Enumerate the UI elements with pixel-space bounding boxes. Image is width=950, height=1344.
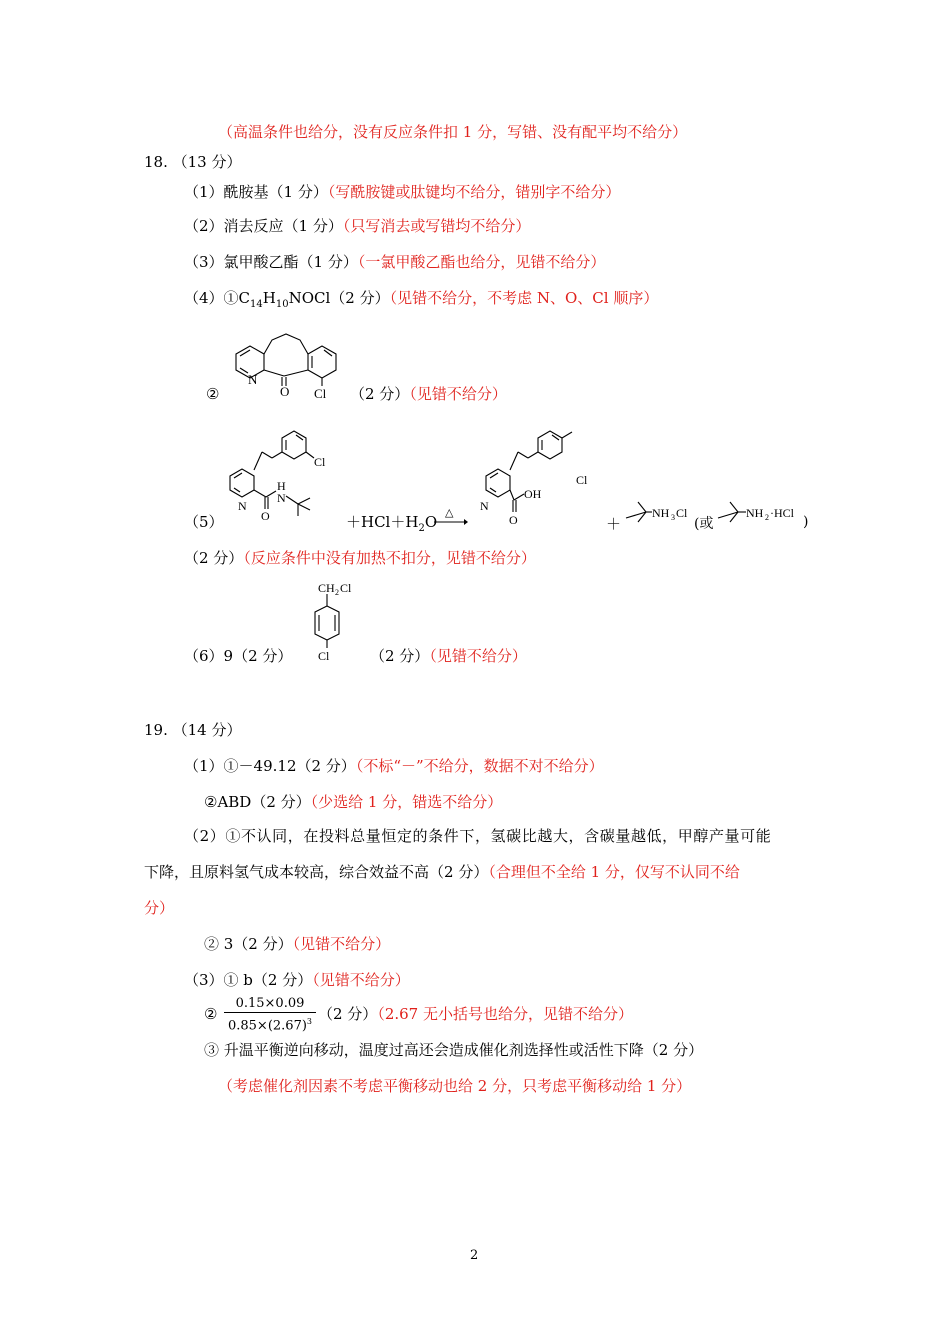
fraction-denominator xyxy=(224,1012,316,1035)
nh2-sub: 2 xyxy=(765,513,769,522)
q19-part3a-note: （见错不给分） xyxy=(312,971,410,989)
h-label: H xyxy=(277,479,286,493)
q19-part3a-answer: （3）① b（2 分） xyxy=(184,971,313,989)
q18-part3 xyxy=(184,252,605,272)
q18-part1-answer: （1）酰胺基（1 分） xyxy=(184,183,328,201)
nh3-sub: 3 xyxy=(671,513,675,522)
tbutylamine-salts xyxy=(622,498,814,532)
q18-part4b-score xyxy=(350,384,507,404)
q19-part3b-marker: ② xyxy=(204,1005,218,1023)
q18-header: 18. （13 分） xyxy=(144,153,242,171)
ch2-sub: 2 xyxy=(335,588,339,597)
q18-part6-note: （见错不给分） xyxy=(429,647,527,665)
ch2-label: CH xyxy=(318,581,335,595)
nh3-label: NH xyxy=(652,506,670,520)
q19-part3c: ③ 升温平衡逆向移动，温度过高还会造成催化剂选择性或活性下降（2 分） xyxy=(204,1041,704,1059)
q18-part4b-note: （见错不给分） xyxy=(409,385,507,403)
q17-grading-note: （高温条件也给分，没有反应条件扣 1 分，写错、没有配平均不给分） xyxy=(218,123,688,141)
cl-label: Cl xyxy=(318,649,330,663)
cl-label: Cl xyxy=(314,386,327,401)
o-label: O xyxy=(509,513,518,527)
q18-part2-note: （只写消去或写错均不给分） xyxy=(342,217,531,235)
q18-part4-note: （见错不给分，不考虑 N、O、Cl 顺序） xyxy=(389,289,659,307)
q18-part4-formula xyxy=(184,288,658,315)
o-label: O xyxy=(280,384,290,399)
q18-part3-note: （一氯甲酸乙酯也给分，见错不给分） xyxy=(357,253,606,271)
n-label: N xyxy=(238,499,247,513)
tricyclic-ketone-structure xyxy=(226,322,346,402)
delta-label: △ xyxy=(445,507,454,519)
n-label: N xyxy=(248,372,258,387)
q19-part2a-line2 xyxy=(144,862,740,882)
alt-open: (或 xyxy=(694,516,714,532)
chlorobenzyl-chloride-structure xyxy=(300,578,370,668)
hcl-label: ·HCl xyxy=(770,506,794,520)
n-label: N xyxy=(480,499,489,513)
q18-part5-note: （反应条件中没有加热不扣分，见错不给分） xyxy=(243,549,536,567)
q19-part1a-note: （不标“－”不给分，数据不对不给分） xyxy=(355,757,604,775)
formula-prefix: （4）①C xyxy=(184,289,251,307)
q18-part1-note: （写酰胺键或肽键均不给分，错别字不给分） xyxy=(327,183,621,201)
q18-part5-label: （5） xyxy=(184,513,224,531)
q19-part3b-note: （2.67 无小括号也给分，见错不给分） xyxy=(377,1005,633,1023)
score: （2 分） xyxy=(350,385,410,403)
q18-part4-marker: ② xyxy=(206,385,220,403)
q19-part1b-answer: ②ABD（2 分） xyxy=(204,793,311,811)
q19-part2a-line1: （2）①不认同，在投料总量恒定的条件下，氢碳比越大，含碳量越低，甲醇产量可能 xyxy=(184,827,772,845)
q19-part3a xyxy=(184,970,410,990)
q18-part1 xyxy=(184,182,620,202)
q19-part1a xyxy=(184,756,604,776)
formula-h: H xyxy=(262,289,276,307)
q19-part2a-answer: 下降，且原料氢气成本较高，综合效益不高（2 分） xyxy=(144,863,489,881)
q19-part2b xyxy=(204,934,390,954)
score: （2 分） xyxy=(184,549,244,567)
amide-n-label: N xyxy=(277,491,286,505)
formula-h-sub: 10 xyxy=(275,299,289,310)
denominator-exponent: 3 xyxy=(306,1017,313,1026)
q19-part2a-note: （合理但不全给 1 分，仅写不认同不给 xyxy=(488,863,740,881)
q19-part1b xyxy=(204,792,502,812)
ch2-cl-label: Cl xyxy=(340,581,352,595)
equilibrium-fraction xyxy=(224,996,316,1035)
h2o-o: O xyxy=(424,513,438,531)
q18-part5-score xyxy=(184,548,536,568)
q19-part2b-answer: ② 3（2 分） xyxy=(204,935,293,953)
alt-close: ) xyxy=(803,514,809,530)
q18-part6-answer: （6）9（2 分） xyxy=(184,647,293,665)
cl-label: Cl xyxy=(314,455,326,469)
score: （2 分） xyxy=(370,647,430,665)
oh-label: OH xyxy=(524,487,542,501)
acid-product-structure xyxy=(466,418,606,528)
q18-part2 xyxy=(184,216,530,236)
formula-rest: NOCl（2 分） xyxy=(288,289,390,307)
o-label: O xyxy=(261,509,270,523)
cl2-label: Cl xyxy=(676,506,688,520)
plus-sign: ＋ xyxy=(606,515,622,533)
q18-part2-answer: （2）消去反应（1 分） xyxy=(184,217,343,235)
q19-part2a-note-cont: 分） xyxy=(144,899,175,917)
q19-header: 19. （14 分） xyxy=(144,721,242,739)
q19-part1b-note: （少选给 1 分，错选不给分） xyxy=(310,793,503,811)
cl-label: Cl xyxy=(576,473,588,487)
q18-part6-score xyxy=(370,646,527,666)
q19-part2b-note: （见错不给分） xyxy=(292,935,391,953)
reaction-middle xyxy=(346,512,437,539)
denominator-text: 0.85×(2.67) xyxy=(227,1018,307,1034)
q19-part3d-note: （考虑催化剂因素不考虑平衡移动也给 2 分，只考虑平衡移动给 1 分） xyxy=(218,1077,692,1095)
h2o-sub: 2 xyxy=(418,523,425,534)
q19-part1a-answer: （1）①－49.12（2 分） xyxy=(184,757,356,775)
q18-part3-answer: （3）氯甲酸乙酯（1 分） xyxy=(184,253,358,271)
heat-arrow xyxy=(434,504,468,530)
plus-hcl-h: ＋HCl＋H xyxy=(346,513,419,531)
nh2-label: NH xyxy=(746,506,764,520)
page-number: 2 xyxy=(470,1248,479,1263)
q19-part3b-score xyxy=(318,1004,633,1024)
score: （2 分） xyxy=(318,1005,378,1023)
amide-reactant-structure xyxy=(210,418,350,528)
fraction-numerator: 0.15×0.09 xyxy=(235,996,305,1011)
formula-c-sub: 14 xyxy=(250,299,263,310)
